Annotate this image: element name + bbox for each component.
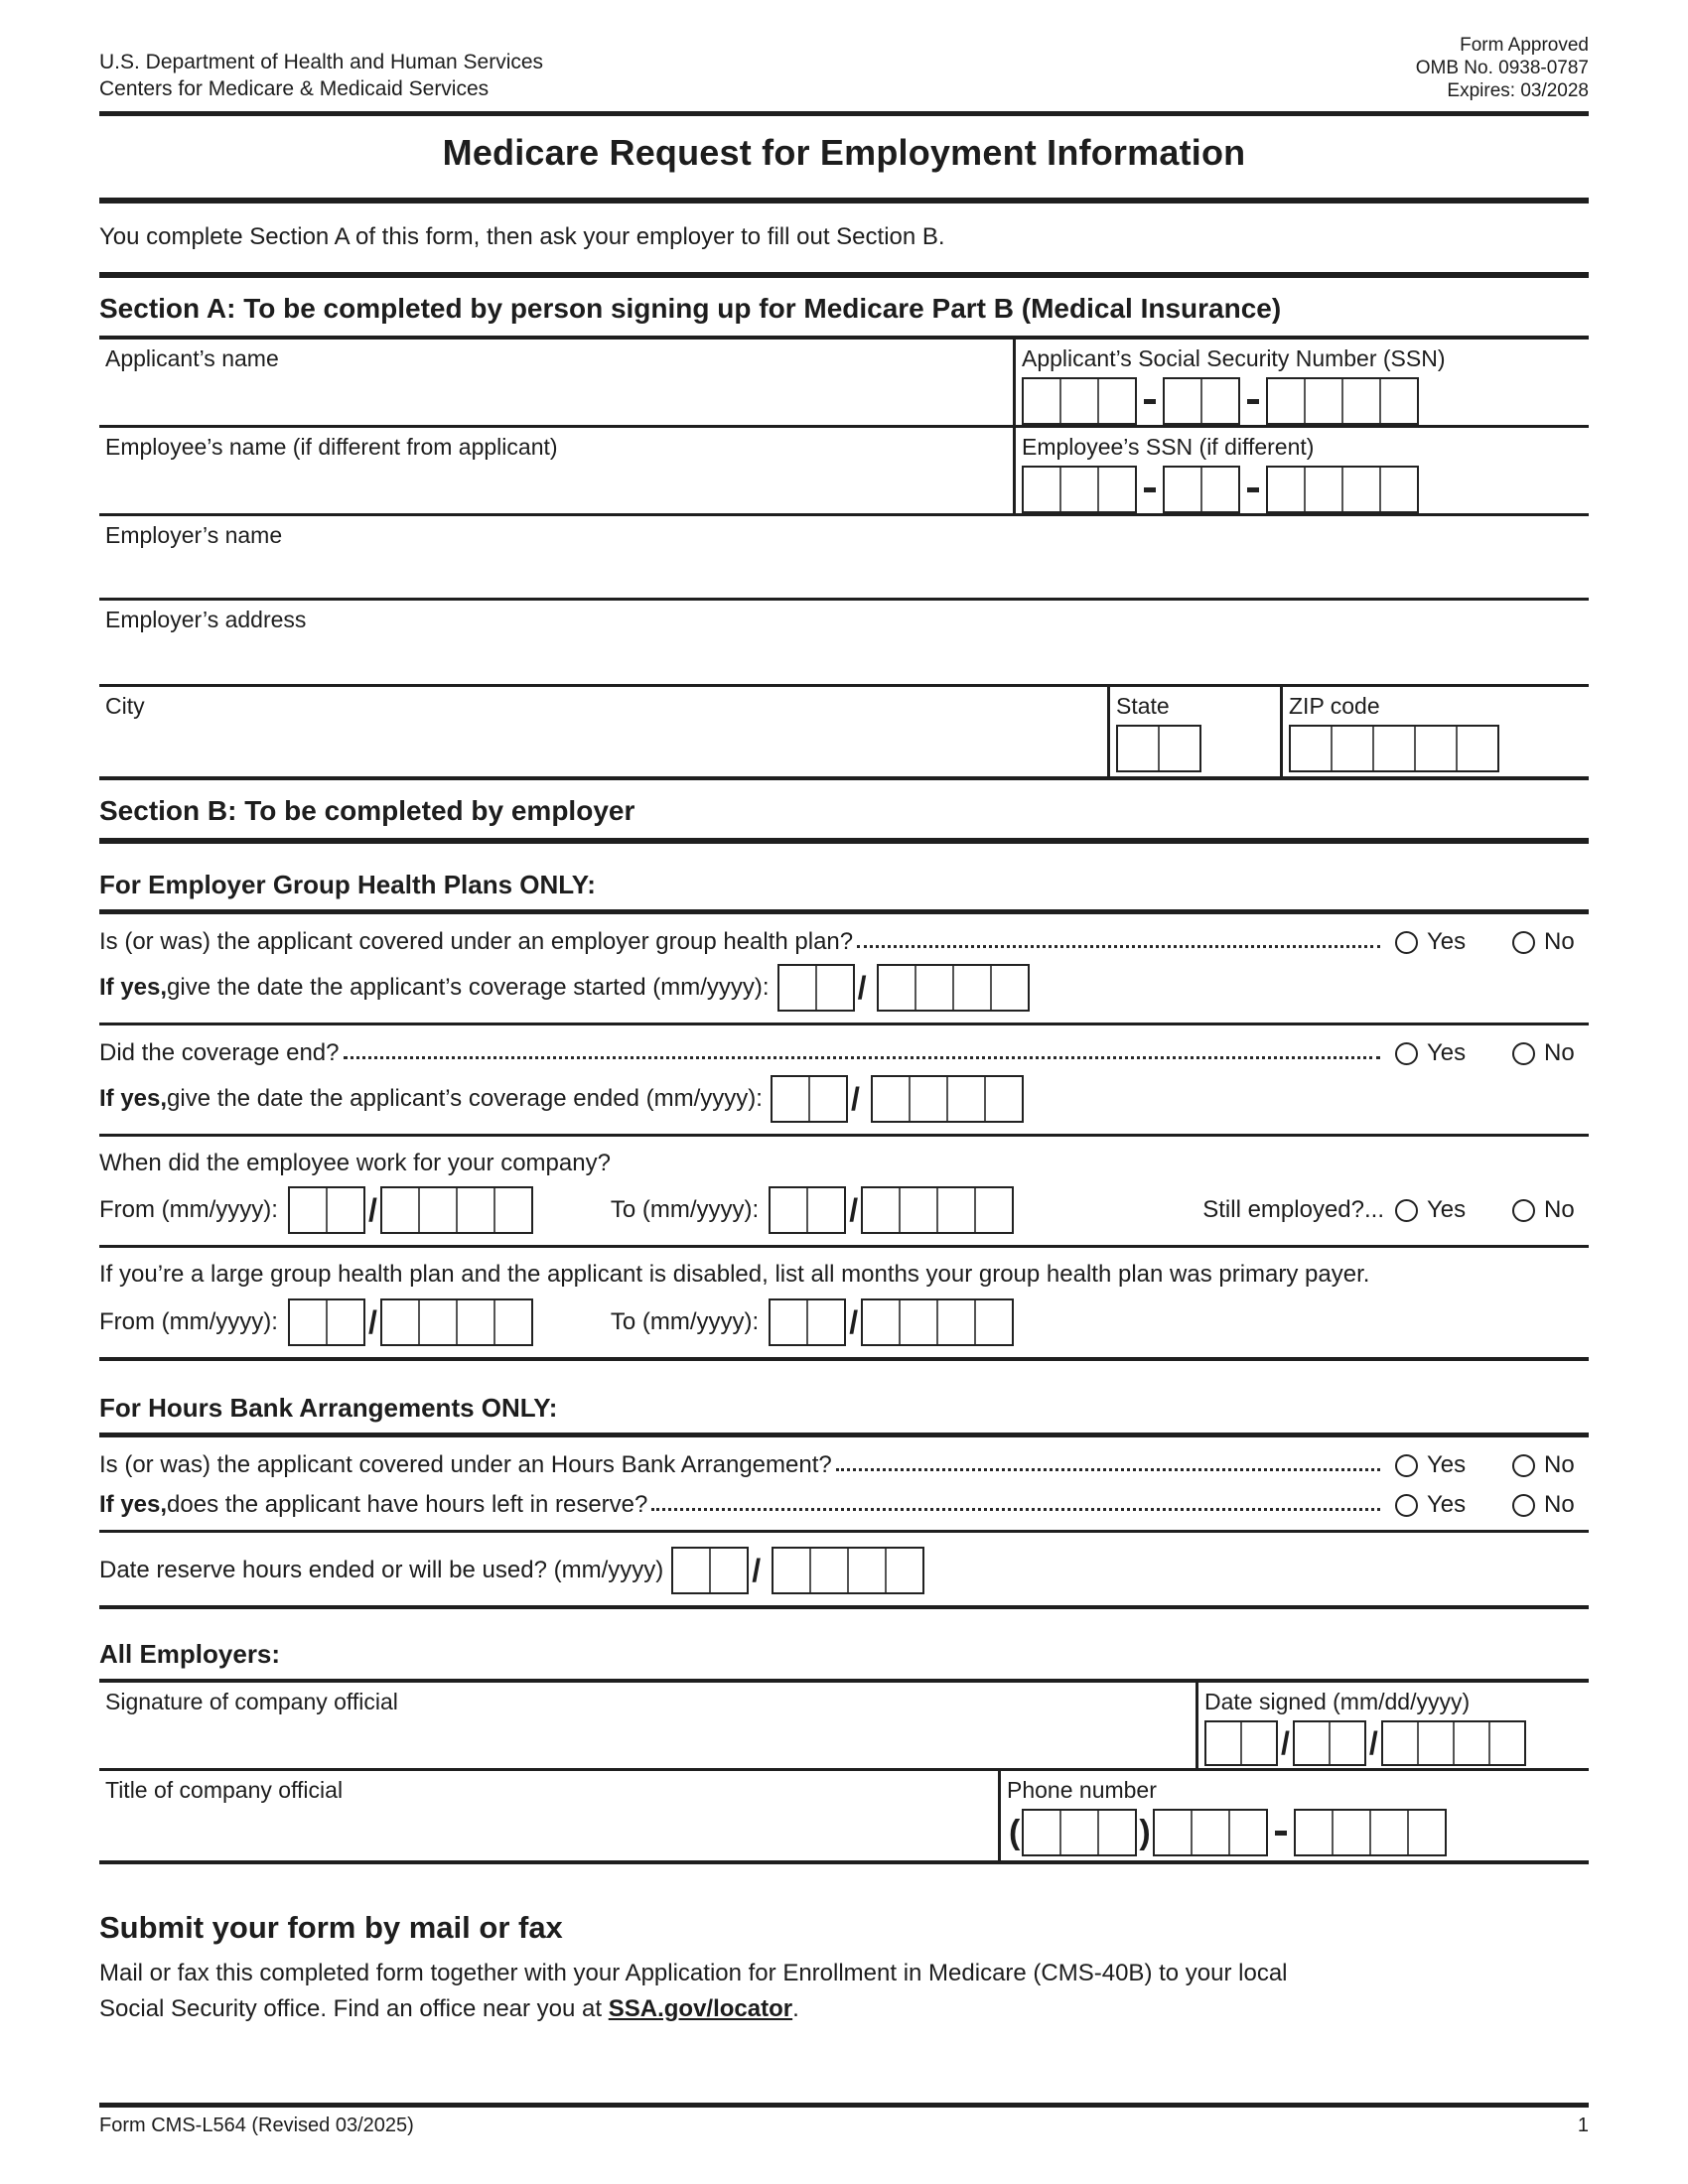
radio-icon[interactable] xyxy=(1395,1454,1418,1477)
comb-cell[interactable] xyxy=(1097,1811,1135,1854)
section-a-heading: Section A: To be completed by person signing up for Medicare Part B (Medical Insurance) xyxy=(99,293,1282,324)
comb-cell[interactable] xyxy=(899,1188,936,1232)
state-label: State xyxy=(1116,693,1170,719)
work-dates-question: When did the employee work for your company? xyxy=(99,1150,611,1176)
employee-ssn-area-comb[interactable] xyxy=(1022,466,1137,513)
applicant-ssn-area-comb[interactable] xyxy=(1022,377,1137,425)
dept-line-2: Centers for Medicare & Medicaid Services xyxy=(99,77,490,100)
table-row xyxy=(99,601,1589,687)
section-a-table xyxy=(99,336,1589,780)
employer-name-field[interactable] xyxy=(99,516,1589,598)
phone-field xyxy=(998,1771,1589,1860)
slash-separator: / xyxy=(367,1192,377,1228)
disabled-primary-payer-note: If you’re a large group health plan and the applicant is disabled, list all months your group health plan was primary payer. xyxy=(99,1261,1370,1288)
comb-cell[interactable] xyxy=(806,1300,844,1344)
dash-separator xyxy=(1247,399,1259,404)
state-comb[interactable] xyxy=(1116,725,1201,772)
dash-separator xyxy=(1247,487,1259,492)
coverage-ended-year-comb[interactable] xyxy=(871,1075,1024,1123)
comb-cell[interactable] xyxy=(809,1549,847,1592)
phone-label: Phone number xyxy=(1007,1777,1157,1803)
radio-icon[interactable] xyxy=(1395,1199,1418,1222)
applicant-name-field[interactable] xyxy=(99,340,1013,425)
ghp-covered-question: Is (or was) the applicant covered under an employer group health plan? xyxy=(99,928,854,955)
page-header xyxy=(99,0,1589,102)
comb-cell[interactable] xyxy=(1379,468,1417,511)
form-approval-info xyxy=(1416,34,1589,102)
comb-cell[interactable] xyxy=(1191,1811,1228,1854)
comb-cell[interactable] xyxy=(1296,1811,1332,1854)
slash-separator: / xyxy=(1368,1725,1378,1761)
hours-left-yes-option[interactable] xyxy=(1386,1491,1477,1519)
hours-left-no-option[interactable] xyxy=(1503,1491,1589,1519)
slash-separator: / xyxy=(849,1304,859,1340)
divider xyxy=(99,838,1589,844)
radio-icon[interactable] xyxy=(1512,1042,1535,1065)
reserve-year-comb[interactable] xyxy=(772,1547,924,1594)
comb-cell[interactable] xyxy=(1059,1811,1097,1854)
phone-prefix-comb[interactable] xyxy=(1153,1809,1268,1856)
divider xyxy=(99,909,1589,914)
still-employed-label: Still employed?... xyxy=(1202,1196,1384,1223)
comb-cell[interactable] xyxy=(1407,1811,1445,1854)
comb-cell[interactable] xyxy=(984,1077,1022,1121)
radio-icon[interactable] xyxy=(1512,931,1535,954)
group-health-heading: For Employer Group Health Plans ONLY: xyxy=(99,870,596,899)
divider xyxy=(99,1245,1589,1248)
zip-label: ZIP code xyxy=(1289,693,1380,719)
radio-icon[interactable] xyxy=(1512,1199,1535,1222)
comb-cell[interactable] xyxy=(1341,379,1379,423)
comb-cell[interactable] xyxy=(1268,379,1304,423)
coverage-started-month-comb[interactable] xyxy=(777,964,855,1012)
comb-cell[interactable] xyxy=(1369,1811,1407,1854)
comb-cell[interactable] xyxy=(863,1300,899,1344)
comb-cell[interactable] xyxy=(1024,468,1059,511)
no-label: No xyxy=(1544,928,1575,955)
payer-to-month-comb[interactable] xyxy=(769,1298,846,1346)
employer-name-label: Employer’s name xyxy=(105,522,283,548)
comb-cell[interactable] xyxy=(1059,379,1097,423)
divider xyxy=(99,2103,1589,2108)
comb-cell[interactable] xyxy=(1456,727,1497,770)
still-employed-no-option[interactable] xyxy=(1503,1196,1589,1224)
hours-bank-heading: For Hours Bank Arrangements ONLY: xyxy=(99,1393,558,1423)
dotted-leader xyxy=(836,1468,1380,1471)
table-row xyxy=(99,687,1589,776)
applicant-name-label: Applicant’s name xyxy=(105,345,279,371)
table-row xyxy=(99,428,1589,516)
slash-separator: / xyxy=(849,1192,859,1228)
paren-open: ( xyxy=(1009,1814,1021,1851)
still-employed-yes-option[interactable] xyxy=(1386,1196,1477,1224)
coverage-end-yes-option[interactable] xyxy=(1386,1039,1477,1067)
comb-cell[interactable] xyxy=(1268,468,1304,511)
comb-cell[interactable] xyxy=(1417,1722,1453,1764)
employee-ssn-serial-comb[interactable] xyxy=(1266,466,1419,513)
no-label: No xyxy=(1544,1196,1575,1223)
date-signed-field xyxy=(1196,1683,1589,1768)
no-label: No xyxy=(1544,1451,1575,1478)
divider xyxy=(99,1433,1589,1437)
comb-cell[interactable] xyxy=(382,1188,418,1232)
work-dates-row xyxy=(99,1186,1589,1234)
coverage-ended-month-comb[interactable] xyxy=(771,1075,848,1123)
comb-cell[interactable] xyxy=(1453,1722,1488,1764)
table-row xyxy=(99,340,1589,428)
title-label: Title of company official xyxy=(105,1777,344,1803)
comb-cell[interactable] xyxy=(773,1077,808,1121)
comb-cell[interactable] xyxy=(771,1300,806,1344)
coverage-started-label: give the date the applicant’s coverage started (mm/yyyy): xyxy=(167,974,770,1001)
comb-cell[interactable] xyxy=(1024,1811,1059,1854)
payer-to-year-comb[interactable] xyxy=(861,1298,1014,1346)
divider xyxy=(99,1530,1589,1533)
hours-left-question-row xyxy=(99,1491,1589,1519)
comb-cell[interactable] xyxy=(1118,727,1158,770)
ghp-covered-yes-option[interactable] xyxy=(1386,928,1477,956)
applicant-ssn-serial-comb[interactable] xyxy=(1266,377,1419,425)
coverage-started-row xyxy=(99,964,1589,1012)
title-field[interactable] xyxy=(99,1771,998,1860)
to-label: To (mm/yyyy): xyxy=(610,1196,760,1223)
work-to-month-comb[interactable] xyxy=(769,1186,846,1234)
comb-cell[interactable] xyxy=(1165,468,1200,511)
employer-address-label: Employer’s address xyxy=(105,607,307,632)
slash-separator: / xyxy=(367,1304,377,1340)
zip-comb[interactable] xyxy=(1289,725,1499,772)
page-number: 1 xyxy=(1577,2115,1589,2136)
comb-cell[interactable] xyxy=(673,1549,709,1592)
comb-cell[interactable] xyxy=(493,1300,531,1344)
hours-bank-covered-question: Is (or was) the applicant covered under an Hours Bank Arrangement? xyxy=(99,1451,832,1478)
dotted-leader xyxy=(651,1508,1380,1511)
hours-left-question: does the applicant have hours left in reserve? xyxy=(167,1491,648,1518)
yes-label: Yes xyxy=(1427,1039,1467,1066)
payer-from-year-comb[interactable] xyxy=(380,1298,533,1346)
phone-line-comb[interactable] xyxy=(1294,1809,1447,1856)
date-signed-day-comb[interactable] xyxy=(1293,1720,1366,1766)
comb-cell[interactable] xyxy=(1024,379,1059,423)
date-signed-month-comb[interactable] xyxy=(1204,1720,1278,1766)
work-from-month-comb[interactable] xyxy=(288,1186,365,1234)
submit-text-before-link: Mail or fax this completed form together with your Application for Enrollment in Medicare (CMS-40B) to your local Social Security office. Find an office near you at xyxy=(99,1960,1288,2022)
comb-cell[interactable] xyxy=(1414,727,1456,770)
employee-ssn-label: Employee’s SSN (if different) xyxy=(1022,434,1315,460)
radio-icon[interactable] xyxy=(1395,1042,1418,1065)
divider xyxy=(99,198,1589,204)
comb-cell[interactable] xyxy=(1488,1722,1524,1764)
slash-separator: / xyxy=(1281,1725,1290,1761)
yes-label: Yes xyxy=(1427,1196,1467,1223)
comb-cell[interactable] xyxy=(990,966,1028,1010)
comb-cell[interactable] xyxy=(1304,468,1341,511)
comb-cell[interactable] xyxy=(326,1188,363,1232)
comb-cell[interactable] xyxy=(1304,379,1341,423)
approval-line-2: OMB No. 0938-0787 xyxy=(1415,58,1589,78)
ghp-covered-question-row xyxy=(99,928,1589,956)
comb-cell[interactable] xyxy=(1158,727,1199,770)
comb-cell[interactable] xyxy=(290,1188,326,1232)
comb-cell[interactable] xyxy=(946,1077,984,1121)
comb-cell[interactable] xyxy=(774,1549,809,1592)
comb-cell[interactable] xyxy=(1200,379,1238,423)
employee-ssn-field xyxy=(1013,428,1589,513)
comb-cell[interactable] xyxy=(974,1188,1012,1232)
hours-bank-covered-question-row xyxy=(99,1451,1589,1479)
comb-cell[interactable] xyxy=(1155,1811,1191,1854)
comb-cell[interactable] xyxy=(909,1077,946,1121)
comb-cell[interactable] xyxy=(847,1549,885,1592)
comb-cell[interactable] xyxy=(771,1188,806,1232)
comb-cell[interactable] xyxy=(326,1300,363,1344)
employer-address-field[interactable] xyxy=(99,601,1589,684)
divider xyxy=(99,1023,1589,1025)
signature-label: Signature of company official xyxy=(105,1689,398,1714)
radio-icon[interactable] xyxy=(1395,931,1418,954)
radio-icon[interactable] xyxy=(1512,1494,1535,1517)
comb-cell[interactable] xyxy=(1295,1722,1329,1764)
divider xyxy=(99,1605,1589,1609)
comb-cell[interactable] xyxy=(1331,727,1372,770)
radio-icon[interactable] xyxy=(1512,1454,1535,1477)
coverage-started-year-comb[interactable] xyxy=(877,964,1030,1012)
intro-text: You complete Section A of this form, then ask your employer to fill out Section B. xyxy=(99,223,945,250)
divider xyxy=(99,111,1589,116)
divider xyxy=(99,1357,1589,1361)
table-row xyxy=(99,1683,1589,1771)
work-from-year-comb[interactable] xyxy=(380,1186,533,1234)
still-employed-group xyxy=(1202,1196,1589,1224)
comb-cell[interactable] xyxy=(936,1300,974,1344)
coverage-end-question-row xyxy=(99,1039,1589,1067)
form-id: Form CMS-L564 (Revised 03/2025) xyxy=(99,2115,414,2136)
comb-cell[interactable] xyxy=(290,1300,326,1344)
comb-cell[interactable] xyxy=(1341,468,1379,511)
comb-cell[interactable] xyxy=(1240,1722,1276,1764)
page-title: Medicare Request for Employment Information xyxy=(442,132,1246,173)
date-reserve-row xyxy=(99,1547,1589,1594)
from-label: From (mm/yyyy): xyxy=(99,1308,278,1335)
comb-cell[interactable] xyxy=(936,1188,974,1232)
from-label: From (mm/yyyy): xyxy=(99,1196,278,1223)
page-footer xyxy=(99,2103,1589,2137)
no-label: No xyxy=(1544,1491,1575,1518)
ghp-covered-no-option[interactable] xyxy=(1503,928,1589,956)
employee-name-label: Employee’s name (if different from applicant) xyxy=(105,434,558,460)
comb-cell[interactable] xyxy=(1097,468,1135,511)
department-info xyxy=(99,49,543,102)
reserve-month-comb[interactable] xyxy=(671,1547,749,1594)
divider xyxy=(99,1134,1589,1137)
dotted-leader xyxy=(857,945,1380,948)
comb-cell[interactable] xyxy=(493,1188,531,1232)
divider xyxy=(99,272,1589,278)
if-yes-label: If yes, xyxy=(99,1491,168,1518)
comb-cell[interactable] xyxy=(806,1188,844,1232)
radio-icon[interactable] xyxy=(1395,1494,1418,1517)
comb-cell[interactable] xyxy=(709,1549,747,1592)
comb-cell[interactable] xyxy=(1097,379,1135,423)
comb-cell[interactable] xyxy=(1372,727,1414,770)
all-employers-table xyxy=(99,1679,1589,1864)
yes-label: Yes xyxy=(1427,1451,1467,1478)
comb-cell[interactable] xyxy=(382,1300,418,1344)
signature-field[interactable] xyxy=(99,1683,1196,1768)
comb-cell[interactable] xyxy=(808,1077,846,1121)
comb-cell[interactable] xyxy=(952,966,990,1010)
dotted-leader xyxy=(344,1056,1381,1059)
dash-separator xyxy=(1275,1831,1287,1836)
city-field[interactable] xyxy=(99,687,1107,776)
primary-payer-dates-row xyxy=(99,1298,1589,1346)
submit-paragraph xyxy=(99,1956,1331,2027)
coverage-end-question: Did the coverage end? xyxy=(99,1039,340,1066)
hours-bank-covered-no-option[interactable] xyxy=(1503,1451,1589,1479)
comb-cell[interactable] xyxy=(873,1077,909,1121)
comb-cell[interactable] xyxy=(974,1300,1012,1344)
date-signed-label: Date signed (mm/dd/yyyy) xyxy=(1204,1689,1471,1714)
comb-cell[interactable] xyxy=(1329,1722,1364,1764)
employee-name-field[interactable] xyxy=(99,428,1013,513)
date-reserve-question: Date reserve hours ended or will be used? (mm/yyyy) xyxy=(99,1557,664,1583)
all-employers-heading: All Employers: xyxy=(99,1639,281,1669)
coverage-ended-label: give the date the applicant’s coverage ended (mm/yyyy): xyxy=(167,1085,763,1112)
phone-area-comb[interactable] xyxy=(1022,1809,1137,1856)
payer-from-month-comb[interactable] xyxy=(288,1298,365,1346)
dept-line-1: U.S. Department of Health and Human Services xyxy=(99,51,544,73)
comb-cell[interactable] xyxy=(899,1300,936,1344)
table-row xyxy=(99,516,1589,601)
dash-separator xyxy=(1144,399,1156,404)
table-row xyxy=(99,1771,1589,1860)
yes-label: Yes xyxy=(1427,1491,1467,1518)
ssa-locator-link[interactable]: SSA.gov/locator xyxy=(608,1995,793,2022)
comb-cell[interactable] xyxy=(1059,468,1097,511)
comb-cell[interactable] xyxy=(456,1188,493,1232)
submit-heading: Submit your form by mail or fax xyxy=(99,1910,563,1945)
state-field xyxy=(1107,687,1280,776)
work-to-year-comb[interactable] xyxy=(861,1186,1014,1234)
comb-cell[interactable] xyxy=(1228,1811,1266,1854)
approval-line-1: Form Approved xyxy=(1460,35,1589,56)
comb-cell[interactable] xyxy=(1200,468,1238,511)
employee-ssn-group-comb[interactable] xyxy=(1163,466,1240,513)
section-b-heading: Section B: To be completed by employer xyxy=(99,795,635,826)
comb-cell[interactable] xyxy=(456,1300,493,1344)
no-label: No xyxy=(1544,1039,1575,1066)
submit-text-after-link: . xyxy=(792,1995,799,2022)
to-label: To (mm/yyyy): xyxy=(610,1308,760,1335)
coverage-ended-row xyxy=(99,1075,1589,1123)
comb-cell[interactable] xyxy=(1383,1722,1417,1764)
paren-close: ) xyxy=(1139,1814,1151,1851)
comb-cell[interactable] xyxy=(418,1188,456,1232)
comb-cell[interactable] xyxy=(1206,1722,1240,1764)
comb-cell[interactable] xyxy=(885,1549,922,1592)
yes-label: Yes xyxy=(1427,928,1467,955)
comb-cell[interactable] xyxy=(418,1300,456,1344)
city-label: City xyxy=(105,693,145,719)
if-yes-label: If yes, xyxy=(99,974,168,1001)
comb-cell[interactable] xyxy=(779,966,815,1010)
comb-cell[interactable] xyxy=(1165,379,1200,423)
slash-separator: / xyxy=(850,1081,860,1117)
comb-cell[interactable] xyxy=(1291,727,1331,770)
comb-cell[interactable] xyxy=(914,966,952,1010)
slash-separator: / xyxy=(752,1553,762,1588)
if-yes-label: If yes, xyxy=(99,1085,168,1112)
comb-cell[interactable] xyxy=(879,966,914,1010)
applicant-ssn-label: Applicant’s Social Security Number (SSN) xyxy=(1022,345,1446,371)
applicant-ssn-field xyxy=(1013,340,1589,425)
coverage-end-no-option[interactable] xyxy=(1503,1039,1589,1067)
applicant-ssn-group-comb[interactable] xyxy=(1163,377,1240,425)
date-signed-year-comb[interactable] xyxy=(1381,1720,1526,1766)
dash-separator xyxy=(1144,487,1156,492)
hours-bank-covered-yes-option[interactable] xyxy=(1386,1451,1477,1479)
zip-field xyxy=(1280,687,1589,776)
slash-separator: / xyxy=(857,970,867,1006)
comb-cell[interactable] xyxy=(863,1188,899,1232)
comb-cell[interactable] xyxy=(1332,1811,1369,1854)
comb-cell[interactable] xyxy=(1379,379,1417,423)
approval-line-3: Expires: 03/2028 xyxy=(1447,80,1589,101)
comb-cell[interactable] xyxy=(815,966,853,1010)
